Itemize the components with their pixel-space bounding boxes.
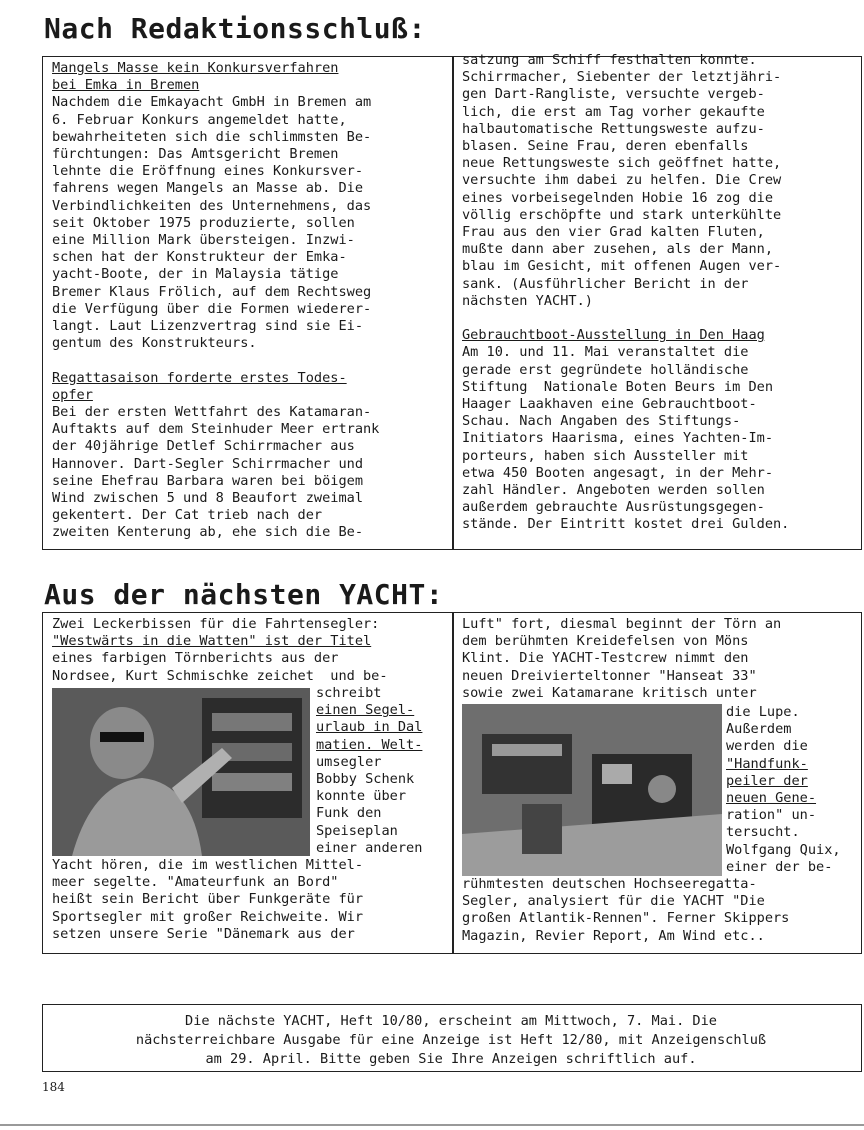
text-line: einen Segel- <box>316 702 415 719</box>
text-line: schreibt <box>316 685 382 701</box>
text-line: seit Oktober 1975 produzierte, sollen <box>52 214 355 231</box>
page-number: 184 <box>42 1080 65 1094</box>
text-line: Wind zwischen 5 und 8 Beaufort zweimal <box>52 490 363 507</box>
section2-left-intro <box>52 616 388 685</box>
text-line: meer segelte. "Amateurfunk an Bord" <box>52 874 339 891</box>
text-line: yacht-Boote, der in Malaysia tätige <box>52 266 339 283</box>
photo-radio-equipment <box>462 704 722 876</box>
text-line: Schirrmacher, Siebenter der letztjähri- <box>462 69 782 86</box>
text-line: Bremer Klaus Frölich, auf dem Rechtsweg <box>52 283 372 300</box>
text-line: Klint. Die YACHT-Testcrew nimmt den <box>462 650 749 667</box>
text-line: 6. Februar Konkurs angemeldet hatte, <box>52 111 347 128</box>
footer-line-3: am 29. April. Bitte geben Sie Ihre Anzeigen schriftlich auf. <box>205 1051 697 1067</box>
text-line: urlaub in Dal <box>316 719 423 736</box>
text-line: nächsten YACHT.) <box>462 292 593 309</box>
text-line: zweiten Kenterung ab, ehe sich die Be- <box>52 524 363 541</box>
section1-column-divider <box>452 56 454 550</box>
text-line: konnte über <box>316 788 407 805</box>
text-line: Stiftung Nationale Boten Beurs im Den <box>462 378 773 395</box>
section2-column-divider <box>452 612 454 954</box>
text-line: langt. Laut Lizenzvertrag sind sie Ei- <box>52 318 363 335</box>
text-line: setzen unsere Serie "Dänemark aus der <box>52 925 355 942</box>
section2-right-beside-photo <box>726 704 841 876</box>
text-line: Magazin, Revier Report, Am Wind etc.. <box>462 927 765 944</box>
text-line: gerade erst gegründete holländische <box>462 361 749 378</box>
text-line: völlig erschöpfte und stark unterkühlte <box>462 206 782 223</box>
text-line: neue Rettungsweste sich geöffnet hatte, <box>462 155 782 172</box>
text-line: sowie zwei Katamarane kritisch unter <box>462 684 757 701</box>
text-line <box>52 352 379 369</box>
text-line: bei Emka in Bremen <box>52 77 200 94</box>
text-line: Am 10. und 11. Mai veranstaltet die <box>462 344 749 361</box>
text-line: blasen. Seine Frau, deren ebenfalls <box>462 138 749 155</box>
text-line: bewahrheiteten sich die schlimmsten Be- <box>52 128 372 145</box>
section2-right-intro <box>462 616 781 702</box>
text-line: Segler, analysiert für die YACHT "Die <box>462 893 765 910</box>
text-line: neuen Dreivierteltonner "Hanseat 33" <box>462 667 757 684</box>
text-line: Speiseplan <box>316 822 398 839</box>
text-line: porteurs, haben sich Aussteller mit <box>462 447 749 464</box>
text-line: der 40jährige Detlef Schirrmacher aus <box>52 438 355 455</box>
photo-sailor-radio <box>52 688 310 856</box>
text-line: Yacht hören, die im westlichen Mittel- <box>52 857 363 873</box>
text-line: versuchte ihm dabei zu helfen. Die Crew <box>462 172 782 189</box>
photo-sailor-radio-graphic <box>52 688 310 856</box>
text-line: Gebrauchtboot-Ausstellung in Den Haag <box>462 327 765 344</box>
text-line: Schau. Nach Angaben des Stiftungs- <box>462 413 741 430</box>
text-line: eines vorbeisegelnden Hobie 16 zog die <box>462 189 773 206</box>
text-line: Frau aus den vier Grad kalten Fluten, <box>462 224 765 241</box>
text-line: Bobby Schenk <box>316 771 415 788</box>
text-line: Zwei Leckerbissen für die Fahrtensegler: <box>52 616 380 632</box>
text-line: gekentert. Der Cat trieb nach der <box>52 507 323 524</box>
text-line: lich, die erst am Tag vorher gekaufte <box>462 103 765 120</box>
text-line: halbautomatische Rettungsweste aufzu- <box>462 120 765 137</box>
text-line: Außerdem <box>726 721 792 738</box>
text-line: dem berühmten Kreidefelsen von Möns <box>462 633 749 650</box>
text-line <box>462 310 789 327</box>
text-line: Mangels Masse kein Konkursverfahren <box>52 60 339 76</box>
text-line: Initiators Haarisma, eines Yachten-Im- <box>462 430 773 447</box>
text-line: umsegler <box>316 753 382 770</box>
text-line: neuen Gene- <box>726 790 817 807</box>
text-line: gen Dart-Rangliste, versuchte vergeb- <box>462 86 765 103</box>
text-line: gentum des Konstrukteurs. <box>52 335 257 352</box>
text-line: "Westwärts in die Watten" ist der Titel <box>52 633 372 650</box>
section-heading-redaktionsschluss: Nach Redaktionsschluß: <box>44 12 426 45</box>
text-line: seine Ehefrau Barbara waren bei böigem <box>52 472 363 489</box>
text-line: satzung am Schiff festhalten konnte. <box>462 52 757 68</box>
text-line: opfer <box>52 386 93 403</box>
text-line: fürchtungen: Das Amtsgericht Bremen <box>52 146 339 163</box>
text-line: schen hat der Konstrukteur der Emka- <box>52 249 347 266</box>
text-line: Nachdem die Emkayacht GmbH in Bremen am <box>52 94 372 111</box>
section2-left-beside-photo <box>316 685 422 857</box>
text-line: peiler der <box>726 772 808 789</box>
text-line: werden die <box>726 738 808 755</box>
text-line: "Handfunk- <box>726 755 808 772</box>
bottom-rule <box>0 1124 864 1126</box>
section1-left-column <box>52 60 379 542</box>
text-line: die Lupe. <box>726 704 800 720</box>
text-line: die Verfügung über die Formen wiederer- <box>52 300 372 317</box>
text-line: eine Million Mark übersteigen. Inzwi- <box>52 232 355 249</box>
text-line: Hannover. Dart-Segler Schirrmacher und <box>52 455 363 472</box>
text-line: lehnte die Eröffnung eines Konkursver- <box>52 163 363 180</box>
text-line: Auftakts auf dem Steinhuder Meer ertrank <box>52 421 380 438</box>
text-line: zahl Händler. Angeboten werden sollen <box>462 482 765 499</box>
text-line: ration" un- <box>726 807 817 824</box>
text-line: heißt sein Bericht über Funkgeräte für <box>52 891 363 908</box>
text-line: Bei der ersten Wettfahrt des Katamaran- <box>52 404 372 421</box>
section-heading-naechste-yacht: Aus der nächsten YACHT: <box>44 578 444 611</box>
footer-line-1: Die nächste YACHT, Heft 10/80, erscheint am Mittwoch, 7. Mai. Die <box>185 1013 717 1029</box>
text-line: sank. (Ausführlicher Bericht in der <box>462 275 749 292</box>
photo-radio-equipment-graphic <box>462 704 722 876</box>
text-line: einer anderen <box>316 839 423 856</box>
text-line: Nordsee, Kurt Schmischke zeichet und be- <box>52 667 388 684</box>
text-line: großen Atlantik-Rennen". Ferner Skippers <box>462 910 790 927</box>
section1-right-column <box>462 52 789 534</box>
text-line: außerdem gebrauchte Ausrüstungsgegen- <box>462 499 765 516</box>
footer-line-2: nächsterreichbare Ausgabe für eine Anzeige ist Heft 12/80, mit Anzeigenschluß <box>135 1032 767 1048</box>
text-line: Regattasaison forderte erstes Todes- <box>52 369 347 386</box>
section2-left-bottom <box>52 857 363 943</box>
text-line: Verbindlichkeiten des Unternehmens, das <box>52 197 372 214</box>
text-line: Luft" fort, diesmal beginnt der Törn an <box>462 616 782 632</box>
text-line: fahrens wegen Mangels an Masse ab. Die <box>52 180 363 197</box>
text-line: eines farbigen Törnberichts aus der <box>52 650 339 667</box>
text-line: matien. Welt- <box>316 736 423 753</box>
text-line: Sportsegler mit großer Reichweite. Wir <box>52 908 363 925</box>
text-line: einer der be- <box>726 858 833 875</box>
text-line: stände. Der Eintritt kostet drei Gulden. <box>462 516 790 533</box>
text-line: rühmtesten deutschen Hochseeregatta- <box>462 876 757 892</box>
text-line: Haager Laakhaven eine Gebrauchtboot- <box>462 396 757 413</box>
text-line: etwa 450 Booten angesagt, in der Mehr- <box>462 464 773 481</box>
text-line: mußte dann aber zusehen, als der Mann, <box>462 241 773 258</box>
text-line: blau im Gesicht, mit offenen Augen ver- <box>462 258 782 275</box>
section2-right-bottom <box>462 876 789 945</box>
text-line: Wolfgang Quix, <box>726 841 841 858</box>
text-line: tersucht. <box>726 824 800 841</box>
footer-notice <box>42 1012 860 1069</box>
text-line: Funk den <box>316 805 382 822</box>
